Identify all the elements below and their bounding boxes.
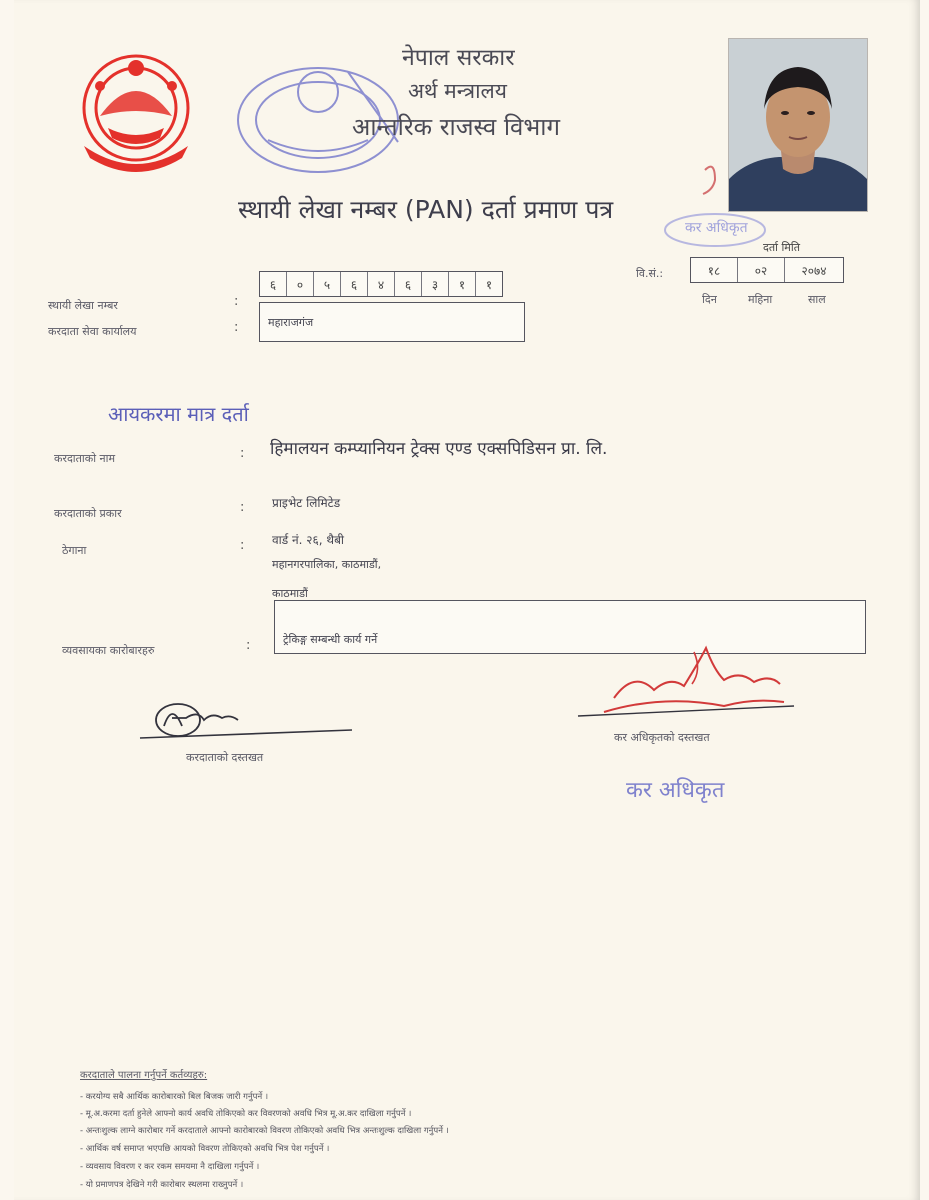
section-title: आयकरमा मात्र दर्ता: [108, 402, 249, 426]
pan-digit: ६: [341, 272, 368, 296]
government-emblem-logo: [70, 46, 202, 174]
svg-text:कर अधिकृत: कर अधिकृत: [685, 220, 748, 236]
certificate-title: स्थायी लेखा नम्बर (PAN) दर्ता प्रमाण पत्र: [238, 195, 614, 224]
registration-date-boxes: [690, 257, 844, 283]
officer-title-stamp: कर अधिकृत: [626, 778, 725, 803]
pan-digit: ४: [368, 272, 395, 296]
registration-date-prefix: वि.सं.:: [636, 267, 664, 280]
note-line: - व्यवसाय विवरण र कर रकम समयमा नै दाखिला गर्नुपर्ने ।: [80, 1162, 260, 1172]
taxpayer-name-value: हिमालयन कम्प्यानियन ट्रेक्स एण्ड एक्सपिडिसन प्रा. लि.: [270, 439, 608, 459]
pan-digit: ३: [422, 272, 449, 296]
officer-signature-label: कर अधिकृतको दस्तखत: [614, 731, 710, 744]
date-day-label: दिन: [702, 293, 717, 306]
notes-heading: करदाताले पालना गर्नुपर्ने कर्तव्यहरु:: [80, 1070, 208, 1081]
taxpayer-signature: [138, 696, 358, 746]
business-value: ट्रेकिङ्ग सम्बन्धी कार्य गर्ने: [274, 600, 866, 654]
pan-colon: :: [234, 294, 239, 309]
registration-date-heading: दर्ता मिति: [763, 241, 801, 254]
pan-digit: ६: [260, 272, 287, 296]
address-colon: :: [240, 538, 245, 553]
pan-digit: ०: [287, 272, 314, 296]
date-year: २०७४: [801, 263, 827, 278]
officer-initial-stamp: [655, 160, 785, 250]
address-label: ठेगाना: [62, 544, 87, 557]
header-government: नेपाल सरकार: [402, 45, 515, 71]
taxpayer-type-value: प्राइभेट लिमिटेड: [272, 496, 341, 510]
tax-office-colon: :: [234, 320, 239, 335]
note-line: - करयोग्य सबै आर्थिक कारोबारको बिल बिजक जारी गर्नुपर्ने ।: [80, 1092, 269, 1102]
header-department: आन्तरिक राजस्व विभाग: [352, 113, 561, 141]
date-month-label: महिना: [748, 293, 773, 306]
note-line: - यो प्रमाणपत्र देखिने गरी कारोबार स्थलमा राख्नुपर्ने ।: [80, 1180, 244, 1190]
business-label: व्यवसायका कारोबारहरु: [62, 644, 155, 657]
note-line: - अन्तःशुल्क लाग्ने कारोबार गर्ने करदाताले आफ्नो कारोबारको विवरण तोकिएको अवधि भित्र अन्तःशुल्क दाखिला गर्नुपर्ने ।: [80, 1126, 449, 1136]
pan-label: स्थायी लेखा नम्बर: [48, 299, 118, 312]
header-ministry: अर्थ मन्त्रालय: [408, 79, 507, 103]
note-line: - आर्थिक वर्ष समाप्त भएपछि आयको विवरण तोकिएको अवधि भित्र पेश गर्नुपर्ने ।: [80, 1144, 330, 1154]
pan-digit: १: [449, 272, 476, 296]
taxpayer-signature-label: करदाताको दस्तखत: [186, 751, 264, 764]
pan-digit: ६: [395, 272, 422, 296]
officer-signature: [574, 640, 804, 730]
tax-office-value: महाराजगंज: [259, 302, 525, 342]
address-line2: महानगरपालिका, काठमाडौं,: [272, 558, 382, 571]
date-month: ०२: [738, 258, 785, 282]
pan-digit: १: [485, 277, 493, 292]
date-day: १८: [691, 258, 738, 282]
tax-office-label: करदाता सेवा कार्यालय: [48, 325, 137, 338]
address-line1: वार्ड नं. २६, थैबी: [272, 533, 345, 547]
address-line3: काठमाडौं: [272, 587, 308, 600]
taxpayer-type-colon: :: [240, 500, 245, 515]
taxpayer-name-colon: :: [240, 446, 245, 461]
taxpayer-name-label: करदाताको नाम: [54, 452, 116, 465]
taxpayer-type-label: करदाताको प्रकार: [54, 507, 122, 520]
business-colon: :: [246, 638, 251, 653]
note-line: - मू.अ.करमा दर्ता हुनेले आफ्नो कार्य अवधि तोकिएको कर विवरणको अवधि भित्र मू.अ.कर दाखिला गर्नुपर्ने ।: [80, 1109, 412, 1119]
pan-digit: ५: [314, 272, 341, 296]
pan-number-boxes: [259, 271, 503, 297]
date-year-label: साल: [808, 293, 826, 306]
